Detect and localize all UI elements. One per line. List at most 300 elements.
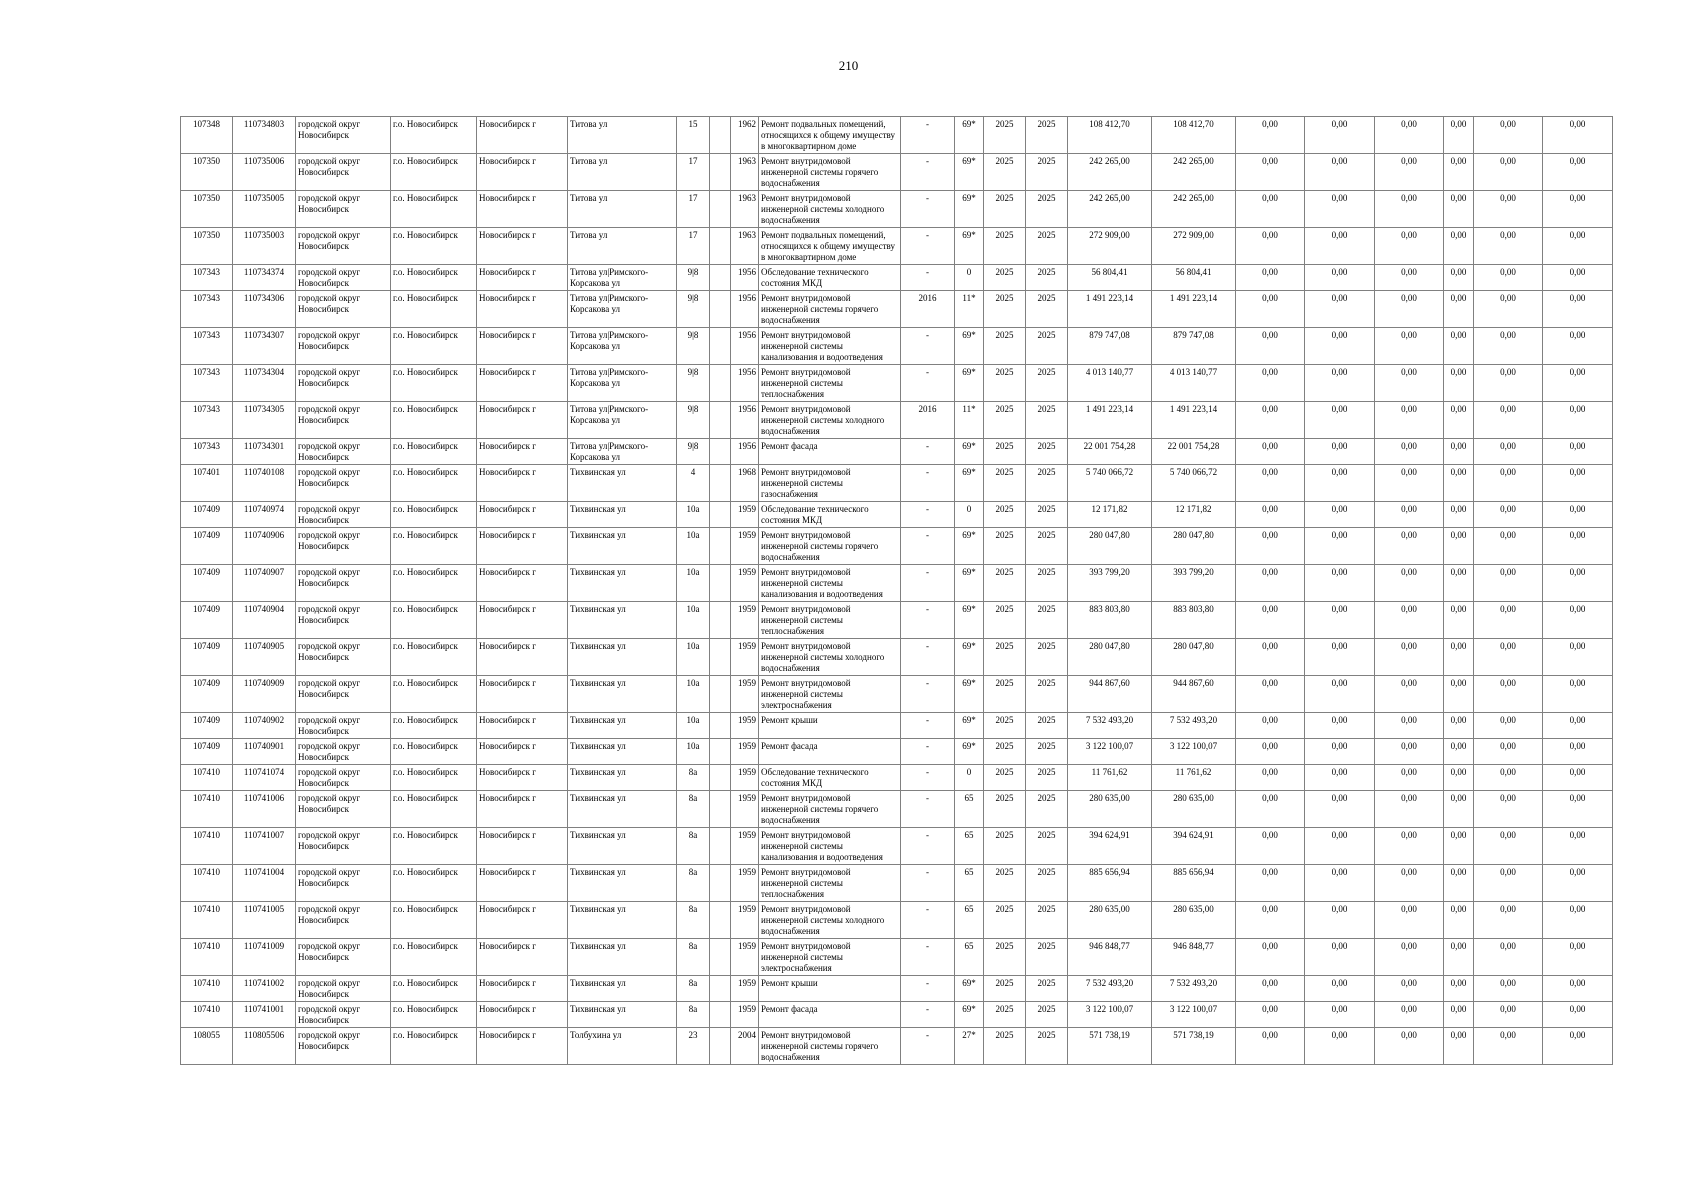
cell-city: Новосибирск г xyxy=(477,602,568,639)
cell-wear: 65 xyxy=(955,791,984,828)
cell-last-repair: - xyxy=(901,117,955,154)
cell-cost-total: 944 867,60 xyxy=(1068,676,1152,713)
cell-wear: 69* xyxy=(955,365,984,402)
cell-city: Новосибирск г xyxy=(477,328,568,365)
cell-wear: 69* xyxy=(955,713,984,739)
cell-district: городской округ Новосибирск xyxy=(296,676,391,713)
cell-cost-total: 280 635,00 xyxy=(1068,902,1152,939)
cell-value-2: 0,00 xyxy=(1305,1002,1375,1028)
cell-year: 1956 xyxy=(731,328,759,365)
cell-value-2: 0,00 xyxy=(1305,265,1375,291)
cell-last-repair: - xyxy=(901,191,955,228)
cell-code: 110741001 xyxy=(233,1002,296,1028)
cell-id: 107350 xyxy=(181,191,233,228)
cell-id: 107409 xyxy=(181,739,233,765)
table-row xyxy=(181,602,1613,639)
cell-value-1: 0,00 xyxy=(1236,902,1305,939)
cell-value-6: 0,00 xyxy=(1543,439,1613,465)
cell-street: Тихвинская ул xyxy=(568,1002,677,1028)
cell-wear: 27* xyxy=(955,1028,984,1065)
cell-last-repair: - xyxy=(901,1002,955,1028)
cell-value-4: 0,00 xyxy=(1444,1028,1474,1065)
cell-extra xyxy=(710,1028,731,1065)
cell-value-6: 0,00 xyxy=(1543,676,1613,713)
cell-year: 1963 xyxy=(731,228,759,265)
cell-city: Новосибирск г xyxy=(477,791,568,828)
cell-last-repair: - xyxy=(901,154,955,191)
cell-street: Титова ул|Римского-Корсакова ул xyxy=(568,402,677,439)
cell-plan-to: 2025 xyxy=(1026,328,1068,365)
cell-value-4: 0,00 xyxy=(1444,328,1474,365)
cell-plan-to: 2025 xyxy=(1026,565,1068,602)
cell-cost-fund: 1 491 223,14 xyxy=(1152,402,1236,439)
cell-plan-to: 2025 xyxy=(1026,828,1068,865)
cell-extra xyxy=(710,1002,731,1028)
cell-street: Титова ул xyxy=(568,154,677,191)
cell-value-2: 0,00 xyxy=(1305,713,1375,739)
cell-value-6: 0,00 xyxy=(1543,739,1613,765)
cell-value-6: 0,00 xyxy=(1543,502,1613,528)
cell-value-2: 0,00 xyxy=(1305,502,1375,528)
cell-code: 110735006 xyxy=(233,154,296,191)
cell-id: 107401 xyxy=(181,465,233,502)
cell-municipality: г.о. Новосибирск xyxy=(391,791,477,828)
cell-plan-to: 2025 xyxy=(1026,117,1068,154)
cell-value-5: 0,00 xyxy=(1474,676,1543,713)
cell-extra xyxy=(710,565,731,602)
cell-plan-from: 2025 xyxy=(984,676,1026,713)
cell-last-repair: - xyxy=(901,1028,955,1065)
cell-wear: 69* xyxy=(955,739,984,765)
cell-value-1: 0,00 xyxy=(1236,439,1305,465)
cell-street: Титова ул xyxy=(568,191,677,228)
cell-cost-fund: 280 047,80 xyxy=(1152,528,1236,565)
cell-cost-fund: 394 624,91 xyxy=(1152,828,1236,865)
cell-value-2: 0,00 xyxy=(1305,739,1375,765)
cell-value-2: 0,00 xyxy=(1305,191,1375,228)
cell-value-5: 0,00 xyxy=(1474,291,1543,328)
cell-last-repair: - xyxy=(901,765,955,791)
cell-value-2: 0,00 xyxy=(1305,154,1375,191)
cell-code: 110741004 xyxy=(233,865,296,902)
cell-wear: 69* xyxy=(955,1002,984,1028)
cell-municipality: г.о. Новосибирск xyxy=(391,465,477,502)
cell-value-1: 0,00 xyxy=(1236,402,1305,439)
cell-wear: 69* xyxy=(955,602,984,639)
cell-district: городской округ Новосибирск xyxy=(296,117,391,154)
cell-value-3: 0,00 xyxy=(1375,328,1444,365)
table-row xyxy=(181,528,1613,565)
cell-wear: 0 xyxy=(955,765,984,791)
cell-year: 1959 xyxy=(731,828,759,865)
cell-value-4: 0,00 xyxy=(1444,713,1474,739)
table-row xyxy=(181,828,1613,865)
cell-wear: 69* xyxy=(955,976,984,1002)
cell-district: городской округ Новосибирск xyxy=(296,865,391,902)
cell-extra xyxy=(710,713,731,739)
cell-extra xyxy=(710,676,731,713)
cell-code: 110805506 xyxy=(233,1028,296,1065)
cell-id: 107410 xyxy=(181,765,233,791)
cell-wear: 69* xyxy=(955,228,984,265)
cell-year: 1963 xyxy=(731,191,759,228)
cell-code: 110735005 xyxy=(233,191,296,228)
cell-value-6: 0,00 xyxy=(1543,865,1613,902)
cell-code: 110740905 xyxy=(233,639,296,676)
cell-work-type: Ремонт крыши xyxy=(759,976,901,1002)
cell-last-repair: - xyxy=(901,465,955,502)
cell-municipality: г.о. Новосибирск xyxy=(391,265,477,291)
cell-house: 4 xyxy=(677,465,710,502)
cell-street: Тихвинская ул xyxy=(568,639,677,676)
cell-value-3: 0,00 xyxy=(1375,1002,1444,1028)
cell-city: Новосибирск г xyxy=(477,265,568,291)
cell-value-5: 0,00 xyxy=(1474,1028,1543,1065)
cell-city: Новосибирск г xyxy=(477,713,568,739)
cell-value-1: 0,00 xyxy=(1236,365,1305,402)
cell-id: 107350 xyxy=(181,154,233,191)
cell-municipality: г.о. Новосибирск xyxy=(391,502,477,528)
cell-cost-total: 280 635,00 xyxy=(1068,791,1152,828)
cell-value-1: 0,00 xyxy=(1236,191,1305,228)
cell-plan-from: 2025 xyxy=(984,902,1026,939)
cell-wear: 69* xyxy=(955,154,984,191)
cell-value-2: 0,00 xyxy=(1305,328,1375,365)
cell-extra xyxy=(710,865,731,902)
cell-value-3: 0,00 xyxy=(1375,676,1444,713)
cell-value-4: 0,00 xyxy=(1444,676,1474,713)
cell-wear: 69* xyxy=(955,565,984,602)
cell-street: Тихвинская ул xyxy=(568,739,677,765)
cell-cost-fund: 944 867,60 xyxy=(1152,676,1236,713)
cell-work-type: Ремонт внутридомовой инженерной системы горячего водоснабжения xyxy=(759,154,901,191)
cell-value-2: 0,00 xyxy=(1305,791,1375,828)
cell-cost-fund: 3 122 100,07 xyxy=(1152,1002,1236,1028)
cell-value-5: 0,00 xyxy=(1474,117,1543,154)
cell-plan-to: 2025 xyxy=(1026,602,1068,639)
cell-plan-to: 2025 xyxy=(1026,902,1068,939)
cell-municipality: г.о. Новосибирск xyxy=(391,565,477,602)
cell-year: 2004 xyxy=(731,1028,759,1065)
cell-value-3: 0,00 xyxy=(1375,1028,1444,1065)
cell-id: 107410 xyxy=(181,791,233,828)
cell-district: городской округ Новосибирск xyxy=(296,713,391,739)
cell-plan-to: 2025 xyxy=(1026,739,1068,765)
cell-plan-from: 2025 xyxy=(984,976,1026,1002)
cell-city: Новосибирск г xyxy=(477,365,568,402)
cell-cost-fund: 242 265,00 xyxy=(1152,191,1236,228)
cell-wear: 69* xyxy=(955,328,984,365)
cell-id: 107350 xyxy=(181,228,233,265)
cell-year: 1959 xyxy=(731,939,759,976)
cell-street: Титова ул|Римского-Корсакова ул xyxy=(568,291,677,328)
cell-municipality: г.о. Новосибирск xyxy=(391,365,477,402)
cell-work-type: Ремонт подвальных помещений, относящихся к общему имуществу в многоквартирном доме xyxy=(759,117,901,154)
cell-value-4: 0,00 xyxy=(1444,902,1474,939)
cell-value-3: 0,00 xyxy=(1375,976,1444,1002)
cell-code: 110740902 xyxy=(233,713,296,739)
cell-code: 110740901 xyxy=(233,739,296,765)
cell-value-2: 0,00 xyxy=(1305,976,1375,1002)
cell-extra xyxy=(710,265,731,291)
cell-municipality: г.о. Новосибирск xyxy=(391,765,477,791)
cell-wear: 69* xyxy=(955,191,984,228)
cell-extra xyxy=(710,402,731,439)
cell-value-2: 0,00 xyxy=(1305,939,1375,976)
cell-cost-total: 56 804,41 xyxy=(1068,265,1152,291)
cell-plan-to: 2025 xyxy=(1026,1028,1068,1065)
cell-street: Тихвинская ул xyxy=(568,565,677,602)
cell-plan-from: 2025 xyxy=(984,402,1026,439)
cell-street: Тихвинская ул xyxy=(568,602,677,639)
cell-house: 8а xyxy=(677,1002,710,1028)
cell-city: Новосибирск г xyxy=(477,1028,568,1065)
table-row xyxy=(181,291,1613,328)
cell-year: 1962 xyxy=(731,117,759,154)
cell-municipality: г.о. Новосибирск xyxy=(391,402,477,439)
cell-extra xyxy=(710,228,731,265)
cell-street: Тихвинская ул xyxy=(568,865,677,902)
cell-value-4: 0,00 xyxy=(1444,791,1474,828)
cell-value-5: 0,00 xyxy=(1474,639,1543,676)
cell-wear: 0 xyxy=(955,265,984,291)
cell-value-3: 0,00 xyxy=(1375,713,1444,739)
cell-value-3: 0,00 xyxy=(1375,365,1444,402)
cell-value-5: 0,00 xyxy=(1474,865,1543,902)
cell-street: Тихвинская ул xyxy=(568,676,677,713)
cell-value-6: 0,00 xyxy=(1543,1028,1613,1065)
cell-value-2: 0,00 xyxy=(1305,865,1375,902)
cell-value-5: 0,00 xyxy=(1474,565,1543,602)
table-row xyxy=(181,865,1613,902)
cell-cost-fund: 5 740 066,72 xyxy=(1152,465,1236,502)
cell-city: Новосибирск г xyxy=(477,528,568,565)
cell-value-6: 0,00 xyxy=(1543,291,1613,328)
cell-district: городской округ Новосибирск xyxy=(296,639,391,676)
cell-cost-total: 393 799,20 xyxy=(1068,565,1152,602)
cell-plan-from: 2025 xyxy=(984,291,1026,328)
cell-year: 1959 xyxy=(731,713,759,739)
cell-value-3: 0,00 xyxy=(1375,791,1444,828)
cell-value-1: 0,00 xyxy=(1236,1002,1305,1028)
cell-value-6: 0,00 xyxy=(1543,713,1613,739)
cell-plan-to: 2025 xyxy=(1026,502,1068,528)
cell-work-type: Ремонт внутридомовой инженерной системы холодного водоснабжения xyxy=(759,639,901,676)
cell-city: Новосибирск г xyxy=(477,1002,568,1028)
cell-last-repair: - xyxy=(901,939,955,976)
cell-id: 107410 xyxy=(181,976,233,1002)
cell-house: 10а xyxy=(677,502,710,528)
cell-municipality: г.о. Новосибирск xyxy=(391,154,477,191)
cell-cost-total: 394 624,91 xyxy=(1068,828,1152,865)
cell-street: Тихвинская ул xyxy=(568,976,677,1002)
cell-wear: 69* xyxy=(955,439,984,465)
cell-value-2: 0,00 xyxy=(1305,291,1375,328)
cell-city: Новосибирск г xyxy=(477,939,568,976)
cell-last-repair: - xyxy=(901,265,955,291)
cell-street: Толбухина ул xyxy=(568,1028,677,1065)
table-row xyxy=(181,676,1613,713)
cell-code: 110740108 xyxy=(233,465,296,502)
cell-value-3: 0,00 xyxy=(1375,154,1444,191)
cell-year: 1956 xyxy=(731,365,759,402)
cell-house: 10а xyxy=(677,565,710,602)
cell-cost-fund: 4 013 140,77 xyxy=(1152,365,1236,402)
cell-cost-fund: 280 047,80 xyxy=(1152,639,1236,676)
cell-work-type: Ремонт внутридомовой инженерной системы горячего водоснабжения xyxy=(759,291,901,328)
cell-district: городской округ Новосибирск xyxy=(296,328,391,365)
cell-cost-total: 11 761,62 xyxy=(1068,765,1152,791)
cell-district: городской округ Новосибирск xyxy=(296,365,391,402)
cell-value-3: 0,00 xyxy=(1375,402,1444,439)
cell-municipality: г.о. Новосибирск xyxy=(391,528,477,565)
cell-value-4: 0,00 xyxy=(1444,602,1474,639)
cell-street: Тихвинская ул xyxy=(568,765,677,791)
cell-district: городской округ Новосибирск xyxy=(296,502,391,528)
cell-district: городской округ Новосибирск xyxy=(296,565,391,602)
cell-cost-fund: 7 532 493,20 xyxy=(1152,976,1236,1002)
cell-year: 1968 xyxy=(731,465,759,502)
cell-cost-total: 280 047,80 xyxy=(1068,639,1152,676)
cell-cost-total: 280 047,80 xyxy=(1068,528,1152,565)
cell-street: Тихвинская ул xyxy=(568,713,677,739)
cell-id: 107409 xyxy=(181,502,233,528)
cell-cost-total: 7 532 493,20 xyxy=(1068,976,1152,1002)
cell-value-1: 0,00 xyxy=(1236,939,1305,976)
cell-id: 107410 xyxy=(181,865,233,902)
cell-value-2: 0,00 xyxy=(1305,1028,1375,1065)
table-row xyxy=(181,1002,1613,1028)
cell-house: 8а xyxy=(677,976,710,1002)
cell-street: Титова ул|Римского-Корсакова ул xyxy=(568,365,677,402)
cell-value-6: 0,00 xyxy=(1543,228,1613,265)
table-row xyxy=(181,465,1613,502)
cell-id: 107409 xyxy=(181,602,233,639)
cell-district: городской округ Новосибирск xyxy=(296,791,391,828)
cell-year: 1959 xyxy=(731,976,759,1002)
cell-cost-fund: 571 738,19 xyxy=(1152,1028,1236,1065)
cell-work-type: Обследование технического состояния МКД xyxy=(759,265,901,291)
cell-cost-total: 885 656,94 xyxy=(1068,865,1152,902)
cell-value-1: 0,00 xyxy=(1236,228,1305,265)
cell-street: Тихвинская ул xyxy=(568,502,677,528)
cell-street: Титова ул|Римского-Корсакова ул xyxy=(568,439,677,465)
cell-municipality: г.о. Новосибирск xyxy=(391,117,477,154)
cell-last-repair: - xyxy=(901,865,955,902)
table-row xyxy=(181,765,1613,791)
cell-value-1: 0,00 xyxy=(1236,328,1305,365)
cell-code: 110740907 xyxy=(233,565,296,602)
cell-value-1: 0,00 xyxy=(1236,739,1305,765)
cell-district: городской округ Новосибирск xyxy=(296,939,391,976)
cell-plan-from: 2025 xyxy=(984,1002,1026,1028)
cell-plan-to: 2025 xyxy=(1026,528,1068,565)
cell-code: 110734803 xyxy=(233,117,296,154)
cell-value-5: 0,00 xyxy=(1474,1002,1543,1028)
cell-cost-total: 883 803,80 xyxy=(1068,602,1152,639)
cell-cost-fund: 879 747,08 xyxy=(1152,328,1236,365)
cell-extra xyxy=(710,328,731,365)
cell-value-6: 0,00 xyxy=(1543,765,1613,791)
cell-plan-from: 2025 xyxy=(984,502,1026,528)
cell-district: городской округ Новосибирск xyxy=(296,265,391,291)
cell-street: Тихвинская ул xyxy=(568,465,677,502)
cell-house: 17 xyxy=(677,154,710,191)
cell-cost-total: 242 265,00 xyxy=(1068,154,1152,191)
cell-id: 107409 xyxy=(181,639,233,676)
cell-value-3: 0,00 xyxy=(1375,565,1444,602)
cell-value-6: 0,00 xyxy=(1543,639,1613,676)
cell-code: 110740906 xyxy=(233,528,296,565)
cell-work-type: Ремонт фасада xyxy=(759,1002,901,1028)
cell-value-3: 0,00 xyxy=(1375,739,1444,765)
cell-house: 8а xyxy=(677,865,710,902)
cell-work-type: Ремонт внутридомовой инженерной системы теплоснабжения xyxy=(759,602,901,639)
cell-value-3: 0,00 xyxy=(1375,465,1444,502)
cell-municipality: г.о. Новосибирск xyxy=(391,602,477,639)
cell-last-repair: - xyxy=(901,976,955,1002)
cell-value-5: 0,00 xyxy=(1474,191,1543,228)
cell-extra xyxy=(710,465,731,502)
cell-wear: 65 xyxy=(955,828,984,865)
cell-value-6: 0,00 xyxy=(1543,191,1613,228)
cell-district: городской округ Новосибирск xyxy=(296,528,391,565)
cell-plan-from: 2025 xyxy=(984,191,1026,228)
cell-cost-total: 879 747,08 xyxy=(1068,328,1152,365)
cell-value-4: 0,00 xyxy=(1444,828,1474,865)
table-row xyxy=(181,976,1613,1002)
cell-cost-fund: 280 635,00 xyxy=(1152,791,1236,828)
cell-municipality: г.о. Новосибирск xyxy=(391,439,477,465)
cell-wear: 69* xyxy=(955,676,984,713)
cell-last-repair: - xyxy=(901,365,955,402)
cell-value-5: 0,00 xyxy=(1474,902,1543,939)
cell-value-4: 0,00 xyxy=(1444,439,1474,465)
cell-cost-fund: 272 909,00 xyxy=(1152,228,1236,265)
cell-value-3: 0,00 xyxy=(1375,765,1444,791)
cell-plan-to: 2025 xyxy=(1026,402,1068,439)
cell-cost-fund: 885 656,94 xyxy=(1152,865,1236,902)
cell-plan-to: 2025 xyxy=(1026,228,1068,265)
cell-value-1: 0,00 xyxy=(1236,265,1305,291)
cell-plan-from: 2025 xyxy=(984,739,1026,765)
cell-value-1: 0,00 xyxy=(1236,639,1305,676)
cell-value-5: 0,00 xyxy=(1474,228,1543,265)
cell-work-type: Ремонт внутридомовой инженерной системы канализования и водоотведения xyxy=(759,328,901,365)
cell-work-type: Ремонт внутридомовой инженерной системы электроснабжения xyxy=(759,939,901,976)
cell-district: городской округ Новосибирск xyxy=(296,828,391,865)
table-row xyxy=(181,639,1613,676)
cell-value-4: 0,00 xyxy=(1444,465,1474,502)
cell-value-5: 0,00 xyxy=(1474,739,1543,765)
cell-value-4: 0,00 xyxy=(1444,1002,1474,1028)
cell-year: 1959 xyxy=(731,739,759,765)
cell-street: Тихвинская ул xyxy=(568,902,677,939)
cell-value-6: 0,00 xyxy=(1543,1002,1613,1028)
table-row xyxy=(181,154,1613,191)
cell-value-2: 0,00 xyxy=(1305,228,1375,265)
cell-extra xyxy=(710,602,731,639)
cell-value-2: 0,00 xyxy=(1305,765,1375,791)
cell-last-repair: - xyxy=(901,828,955,865)
cell-plan-to: 2025 xyxy=(1026,639,1068,676)
cell-extra xyxy=(710,791,731,828)
cell-value-4: 0,00 xyxy=(1444,739,1474,765)
cell-value-4: 0,00 xyxy=(1444,765,1474,791)
cell-year: 1959 xyxy=(731,765,759,791)
cell-house: 23 xyxy=(677,1028,710,1065)
cell-code: 110735003 xyxy=(233,228,296,265)
